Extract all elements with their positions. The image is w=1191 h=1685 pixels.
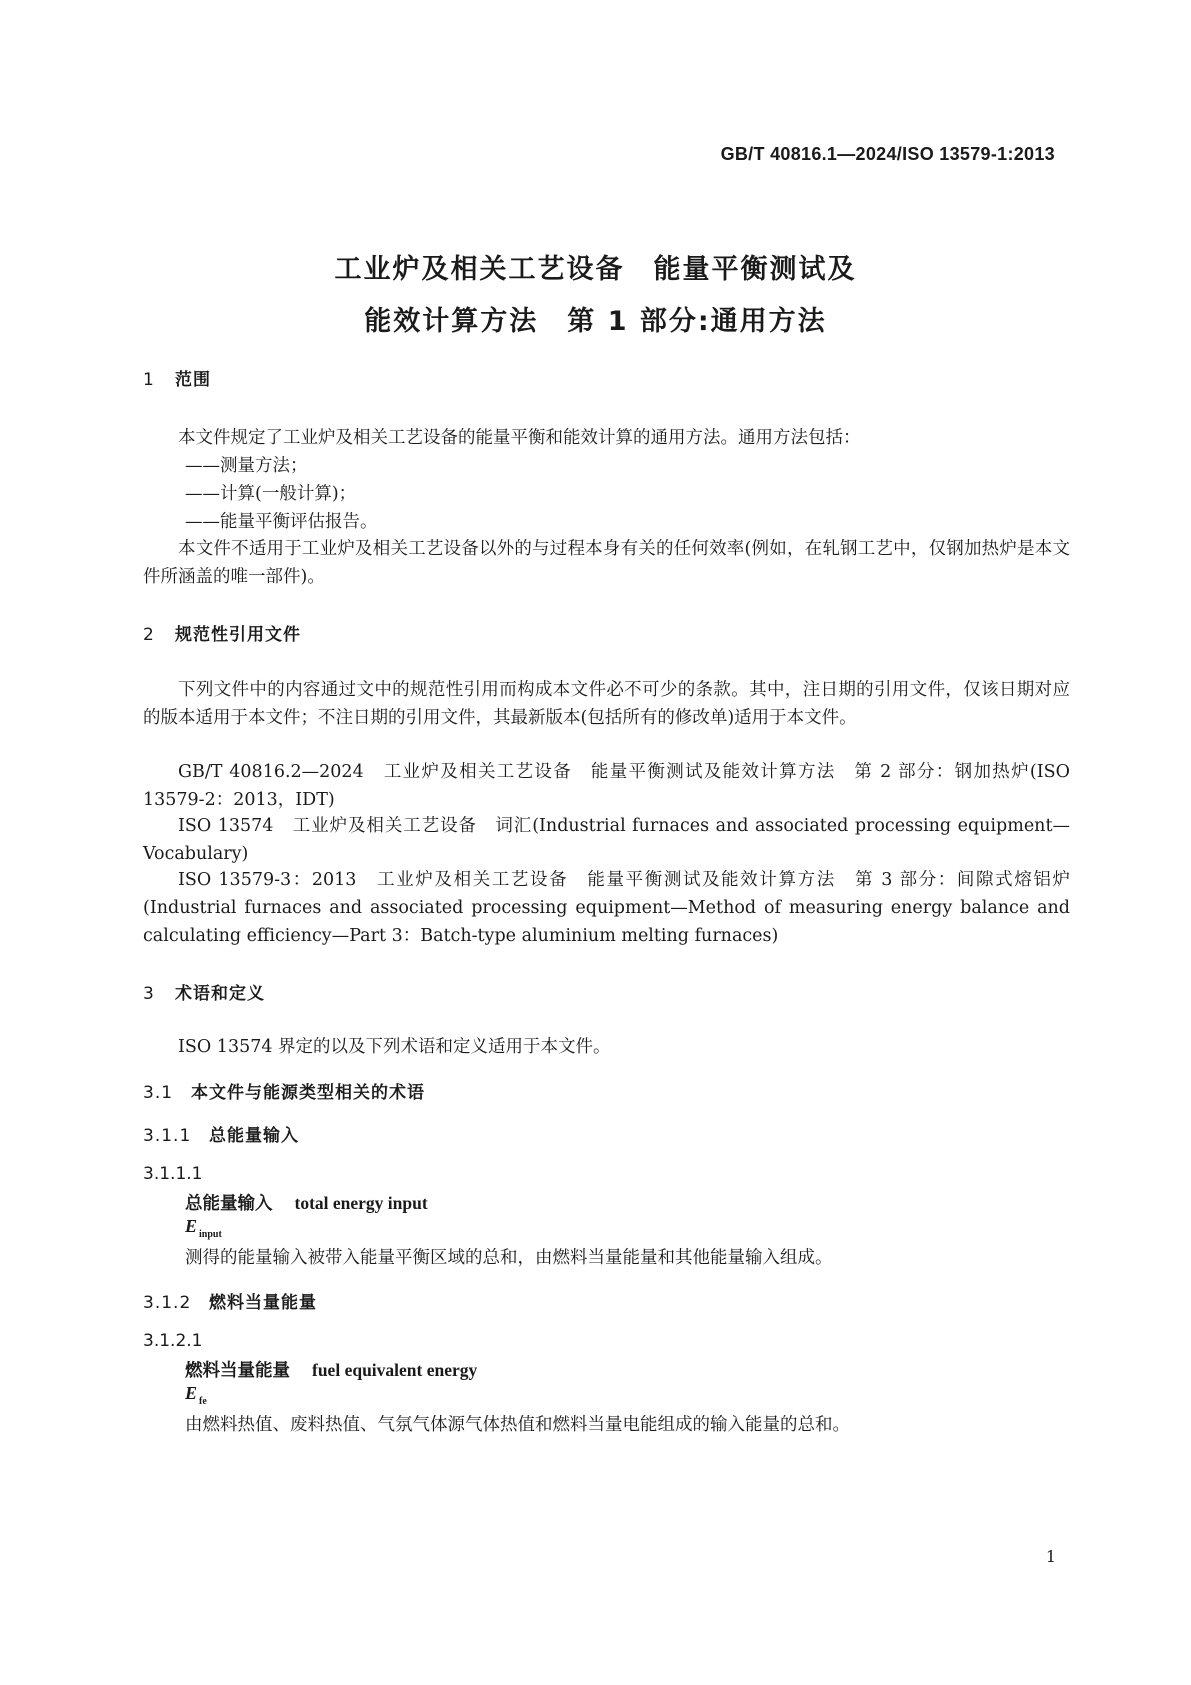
term-number: 3.1.1.1: [143, 1164, 203, 1184]
term-symbol: [185, 1216, 222, 1240]
section-2-paragraph-1: 下列文件中的内容通过文中的规范性引用而构成本文件必不可少的条款。其中，注日期的引用文件，仅该日期对应的版本适用于本文件；不注日期的引用文件，其最新版本(包括所有的修改单)适用于本文件。: [143, 680, 1070, 728]
normative-reference: ISO 13574 工业炉及相关工艺设备 词汇(Industrial furnaces and associated processing equipment—Vocabulary): [143, 816, 1070, 864]
symbol-subscript: input: [199, 1229, 222, 1240]
section-number: 3.1: [143, 1083, 174, 1103]
section-1-paragraph-2: 本文件不适用于工业炉及相关工艺设备以外的与过程本身有关的任何效率(例如，在轧钢工艺中，仅钢加热炉是本文件所涵盖的唯一部件)。: [143, 539, 1070, 587]
section-number: 2: [143, 625, 155, 645]
term-symbol: [185, 1383, 207, 1407]
title-line-1: 工业炉及相关工艺设备 能量平衡测试及: [334, 254, 857, 285]
section-title: 范围: [175, 370, 211, 390]
standard-code: GB/T 40816.1—2024/ISO 13579-1:2013: [720, 144, 1055, 164]
section-3-heading: [143, 979, 265, 1004]
term-en: fuel equivalent energy: [312, 1360, 478, 1380]
symbol-subscript: fe: [199, 1396, 207, 1407]
document-title: [0, 244, 1191, 348]
term-number: 3.1.2.1: [143, 1331, 203, 1351]
section-1-paragraph-1: 本文件规定了工业炉及相关工艺设备的能量平衡和能效计算的通用方法。通用方法包括：: [178, 428, 861, 448]
section-title: 术语和定义: [175, 984, 265, 1004]
section-2-heading: [143, 620, 301, 645]
section-title: 本文件与能源类型相关的术语: [191, 1083, 425, 1103]
term-entry: [185, 1190, 428, 1215]
subsection-3-1-2-heading: [143, 1288, 317, 1313]
subsection-3-1-heading: [143, 1078, 425, 1103]
term-zh: 总能量输入: [185, 1194, 273, 1214]
list-item: ——计算(一般计算)；: [185, 484, 357, 504]
page-number: 1: [1045, 1547, 1056, 1566]
section-title: 总能量输入: [209, 1126, 299, 1146]
list-item: ——测量方法；: [185, 456, 308, 476]
subsection-3-1-1-heading: [143, 1121, 299, 1146]
section-1-heading: [143, 365, 211, 390]
section-number: 3.1.2: [143, 1293, 192, 1313]
term-zh: 燃料当量能量: [185, 1361, 290, 1381]
section-number: 3.1.1: [143, 1126, 192, 1146]
term-definition: 由燃料热值、废料热值、气氛气体源气体热值和燃料当量电能组成的输入能量的总和。: [185, 1415, 850, 1435]
section-title: 规范性引用文件: [175, 625, 301, 645]
normative-reference: GB/T 40816.2—2024 工业炉及相关工艺设备 能量平衡测试及能效计算方法 第 2 部分：钢加热炉(ISO 13579-2：2013，IDT): [143, 762, 1070, 810]
section-title: 燃料当量能量: [209, 1293, 317, 1313]
term-definition: 测得的能量输入被带入能量平衡区域的总和，由燃料当量能量和其他能量输入组成。: [185, 1248, 833, 1268]
title-line-2: 能效计算方法 第 1 部分:通用方法: [364, 306, 827, 337]
symbol-letter: E: [185, 1216, 198, 1236]
symbol-letter: E: [185, 1383, 198, 1403]
term-en: total energy input: [294, 1193, 428, 1213]
list-item: ——能量平衡评估报告。: [185, 512, 378, 532]
normative-reference: ISO 13579-3：2013 工业炉及相关工艺设备 能量平衡测试及能效计算方法 第 3 部分：间隙式熔铝炉(Industrial furnaces and associated processing equipment—Method of measuring energy balance and calculating efficiency—Part 3：Batch-type aluminium melting furnaces): [143, 870, 1070, 946]
term-entry: [185, 1357, 477, 1382]
section-3-paragraph-1: ISO 13574 界定的以及下列术语和定义适用于本文件。: [178, 1037, 611, 1057]
section-number: 1: [143, 370, 155, 390]
section-number: 3: [143, 984, 155, 1004]
